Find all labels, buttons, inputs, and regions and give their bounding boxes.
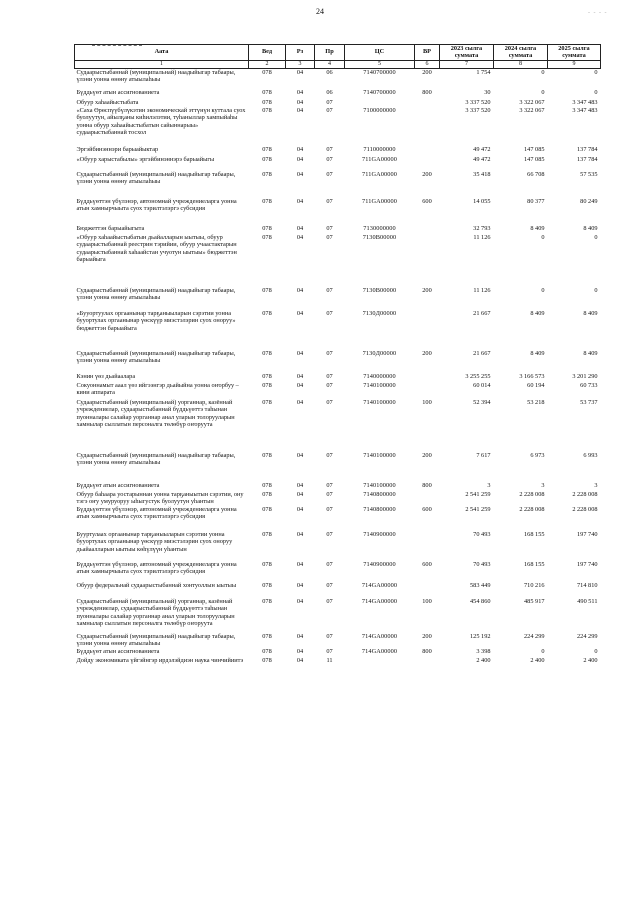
row-name: Судаарыстыбаннай (муниципальнай) наадыйыгар табаары, үлэни уонна өнөну атыылаһыы xyxy=(76,350,236,365)
row-name: Судаарыстыбаннай (муниципальнай) наадыйыгар табаары, үлэни уонна өнөну атыылаһыы xyxy=(76,452,236,467)
row-pr: 07 xyxy=(326,399,333,407)
table-row xyxy=(75,225,601,234)
row-ved: 078 xyxy=(262,68,272,76)
row-name: Кэнин үөз дьайаалара xyxy=(76,373,136,381)
row-vr xyxy=(415,657,440,671)
row-vr xyxy=(415,225,440,234)
table-row xyxy=(75,482,601,491)
row-name: Обуур федеральнай судаарыстыбаннай хонтуоллын ыытыы xyxy=(76,582,237,590)
row-rz: 04 xyxy=(296,506,304,514)
row-cs: 714GA00000 xyxy=(361,582,398,590)
col-header-pr: Пр xyxy=(315,45,345,61)
row-value-2025: 57 535 xyxy=(580,171,598,179)
table-row xyxy=(75,382,601,399)
row-rz: 04 xyxy=(296,582,304,590)
row-pr: 07 xyxy=(326,491,333,499)
row-rz: 04 xyxy=(296,561,304,569)
row-pr: 07 xyxy=(326,107,333,115)
row-pr: 11 xyxy=(326,657,333,665)
row-vr xyxy=(415,156,440,171)
row-rz: 04 xyxy=(296,399,304,407)
col-number: 6 xyxy=(415,61,440,69)
row-ved: 078 xyxy=(262,633,272,641)
row-value-2023: 32 793 xyxy=(473,225,491,233)
row-value-2023: 35 418 xyxy=(473,171,491,179)
row-ved: 078 xyxy=(262,482,272,490)
row-value-2023: 2 400 xyxy=(476,657,491,665)
col-number: 1 xyxy=(75,61,249,69)
table-row xyxy=(75,598,601,633)
row-rz: 04 xyxy=(296,531,304,539)
row-ved: 078 xyxy=(262,399,272,407)
row-value-2024: 0 xyxy=(541,89,545,97)
table-row xyxy=(75,68,601,89)
row-cs: 7140100000 xyxy=(363,382,396,390)
row-rz: 04 xyxy=(296,68,304,76)
row-rz: 04 xyxy=(296,171,304,179)
row-ved: 078 xyxy=(262,225,272,233)
row-value-2023: 70 493 xyxy=(473,561,491,569)
row-value-2023: 49 472 xyxy=(473,146,491,154)
row-value-2024: 60 194 xyxy=(527,382,545,390)
row-pr: 06 xyxy=(326,89,333,97)
table-row xyxy=(75,198,601,225)
row-vr xyxy=(415,310,440,350)
row-value-2025: 137 784 xyxy=(577,146,598,154)
row-cs: 711GA00000 xyxy=(361,198,398,206)
table-row xyxy=(75,561,601,582)
row-name: Судаарыстыбаннай (муниципальнай) наадыйыгар табаары, үлэни уонна өнөну атыылаһыы xyxy=(76,287,236,302)
row-ved: 078 xyxy=(262,373,272,381)
row-value-2025: 137 784 xyxy=(577,156,598,164)
row-value-2023: 2 541 259 xyxy=(465,506,491,514)
row-vr: 200 xyxy=(422,452,432,460)
row-rz: 04 xyxy=(296,99,304,107)
col-number: 5 xyxy=(345,61,415,69)
row-vr: 100 xyxy=(422,399,432,407)
row-value-2024: 2 228 008 xyxy=(519,491,545,499)
row-value-2025: 2 228 008 xyxy=(572,491,598,499)
row-name: Бүддьүөттэн үбүлэнэр, автономнай учреждениеларга уонна атын хамнырчыыта суох тэрилтэлэргэ субсидия xyxy=(76,561,237,576)
col-header-vr: ВР xyxy=(415,45,440,61)
row-name: «Обуур харыстабылы» эргэйбинэннэрэ барыайыгы xyxy=(76,156,215,164)
row-name: «Обуур хаһаайыстыбатын дьайалларын ыытыы, обуур судаарыстыбаннай реестрин тэрийии, обуур учаастактарын судаарыстыбаннай хаһаайстан учуотун ыытыы» бюджеттэн барыайыга xyxy=(76,234,237,263)
row-value-2024: 168 155 xyxy=(524,561,545,569)
table-row xyxy=(75,491,601,506)
col-number: 3 xyxy=(286,61,315,69)
row-value-2025: 53 737 xyxy=(580,399,598,407)
row-value-2023: 583 449 xyxy=(470,582,491,590)
row-cs: 7140100000 xyxy=(363,452,396,460)
row-pr: 07 xyxy=(326,99,333,107)
row-pr: 07 xyxy=(326,234,333,242)
row-vr: 600 xyxy=(422,506,432,514)
row-cs: 7140900000 xyxy=(363,531,396,539)
row-ved: 078 xyxy=(262,561,272,569)
row-value-2024: 66 708 xyxy=(527,171,545,179)
row-name: Бүддьүөттэн үбүлэнэр, автономнай учреждениеларга уонна атын хамнырчыыта суох тэрилтэлэргэ субсидия xyxy=(76,198,237,213)
row-ved: 078 xyxy=(262,99,272,107)
row-rz: 04 xyxy=(296,156,304,164)
row-value-2024: 0 xyxy=(541,648,545,656)
row-value-2023: 2 541 259 xyxy=(465,491,491,499)
row-name: Эргэйбинэннэри барыайыктар xyxy=(76,146,159,154)
row-value-2024: 8 409 xyxy=(530,225,545,233)
table-row xyxy=(75,648,601,657)
row-value-2025: 6 993 xyxy=(583,452,598,460)
row-value-2024: 147 085 xyxy=(524,146,545,154)
row-rz: 04 xyxy=(296,146,304,154)
col-header-cs: ЦС xyxy=(345,45,415,61)
table-row xyxy=(75,350,601,373)
row-rz: 04 xyxy=(296,491,304,499)
row-pr: 07 xyxy=(326,225,333,233)
row-cs: 7140700000 xyxy=(363,68,396,76)
row-vr: 200 xyxy=(422,171,432,179)
row-rz: 04 xyxy=(296,225,304,233)
table-row xyxy=(75,234,601,287)
row-value-2024: 0 xyxy=(541,68,545,76)
budget-table xyxy=(74,44,601,671)
row-pr: 07 xyxy=(326,198,333,206)
row-ved: 078 xyxy=(262,582,272,590)
row-pr: 07 xyxy=(326,350,333,358)
row-value-2025: 3 xyxy=(594,482,598,490)
row-pr: 07 xyxy=(326,452,333,460)
row-pr: 07 xyxy=(326,382,333,390)
col-header-ved: Вед xyxy=(249,45,286,61)
row-cs xyxy=(345,99,415,107)
row-value-2025: 3 201 290 xyxy=(572,373,598,381)
table-row xyxy=(75,171,601,198)
row-value-2024: 0 xyxy=(541,234,545,242)
row-vr: 600 xyxy=(422,561,432,569)
row-value-2023: 3 337 520 xyxy=(465,107,491,115)
row-ved: 078 xyxy=(262,234,272,242)
row-value-2024: 710 216 xyxy=(524,582,545,590)
row-cs: 7130Д00000 xyxy=(362,350,397,358)
row-value-2024: 8 409 xyxy=(530,350,545,358)
row-pr: 07 xyxy=(326,633,333,641)
row-vr: 200 xyxy=(422,350,432,358)
page-number: 24 xyxy=(316,7,324,16)
row-value-2023: 454 860 xyxy=(470,598,491,606)
row-pr: 07 xyxy=(326,482,333,490)
row-value-2023: 3 337 520 xyxy=(465,99,491,107)
row-rz: 04 xyxy=(296,287,304,295)
row-cs: 714GA00000 xyxy=(361,633,398,641)
row-pr: 07 xyxy=(326,598,333,606)
row-name: «Саха Өрөспүүбүлүкэтин экономическай эттүнүн куттала суох буолуутун, айылҕаны киһилэлэтии, туһаныллар хампыйаһы уонна обуур хаһаайыстыбатын сайыннарыы» судаарыстыбаннай тосхол xyxy=(76,107,246,136)
row-name: Обуур баһаара уостарыннан уонна тарҕаныытын сэрэтии, ону тэгэ оҥу умуруоруу ыһыгустук буолуутун уһантын xyxy=(76,491,244,506)
row-value-2023: 3 255 255 xyxy=(465,373,491,381)
row-cs: 711GA00000 xyxy=(361,171,398,179)
row-value-2025: 0 xyxy=(594,89,598,97)
row-value-2025: 3 347 483 xyxy=(572,107,598,115)
col-number: 4 xyxy=(315,61,345,69)
row-vr: 800 xyxy=(422,89,432,97)
row-vr: 200 xyxy=(422,633,432,641)
row-value-2023: 49 472 xyxy=(473,156,491,164)
row-ved: 078 xyxy=(262,171,272,179)
table-row xyxy=(75,582,601,598)
row-rz: 04 xyxy=(296,382,304,390)
row-cs: 7140000000 xyxy=(363,373,396,381)
row-cs: 7100000000 xyxy=(363,107,396,115)
row-value-2024: 147 085 xyxy=(524,156,545,164)
col-header-2024: 2024 сылга суммата xyxy=(494,45,548,61)
row-pr: 07 xyxy=(326,310,333,318)
row-vr: 800 xyxy=(422,648,432,656)
row-value-2024: 3 322 067 xyxy=(519,99,545,107)
row-value-2024: 0 xyxy=(541,287,545,295)
row-name: Обуур хаһаайыстыбата xyxy=(76,99,139,107)
row-ved: 078 xyxy=(262,506,272,514)
row-rz: 04 xyxy=(296,373,304,381)
row-rz: 04 xyxy=(296,350,304,358)
row-name: Судаарыстыбаннай (муниципальнай) наадыйыгар табаары, үлэни уонна өнөну атыылаһыы xyxy=(76,633,236,648)
row-pr: 07 xyxy=(326,287,333,295)
row-ved: 078 xyxy=(262,531,272,539)
row-value-2024: 8 409 xyxy=(530,310,545,318)
row-name: Судаарыстыбаннай (муниципальнай) наадыйыгар табаары, үлэни уонна өнөну атыылаһыы xyxy=(76,171,236,186)
row-vr xyxy=(415,146,440,156)
row-pr: 07 xyxy=(326,156,333,164)
row-rz: 04 xyxy=(296,648,304,656)
row-value-2023: 21 667 xyxy=(473,310,491,318)
col-number: 9 xyxy=(548,61,601,69)
table-row xyxy=(75,633,601,648)
table-row xyxy=(75,399,601,452)
row-value-2023: 7 617 xyxy=(476,452,491,460)
table-row xyxy=(75,310,601,350)
row-cs: 7140100000 xyxy=(363,399,396,407)
row-rz: 04 xyxy=(296,482,304,490)
row-pr: 07 xyxy=(326,648,333,656)
row-ved: 078 xyxy=(262,491,272,499)
row-cs: 7130В00000 xyxy=(362,287,397,295)
table-row xyxy=(75,99,601,107)
table-row xyxy=(75,452,601,482)
row-value-2025: 0 xyxy=(594,234,598,242)
row-pr: 07 xyxy=(326,373,333,381)
row-vr xyxy=(415,531,440,561)
row-value-2025: 3 347 483 xyxy=(572,99,598,107)
row-vr xyxy=(415,373,440,382)
row-name: Судаарыстыбаннай (муниципальнай) наадыйыгар табаары, үлэни уонна өнөну атыылаһыы xyxy=(76,68,236,83)
row-name: Дойду экономиката үйгэйнгэр ирдэлэйдиэн наука чинчийиитэ xyxy=(76,657,244,665)
table-row xyxy=(75,373,601,382)
row-value-2024: 3 322 067 xyxy=(519,107,545,115)
row-pr: 07 xyxy=(326,506,333,514)
row-vr: 100 xyxy=(422,598,432,606)
row-value-2023: 3 398 xyxy=(476,648,491,656)
row-name: Бууртулаах оргаанынар тарҕаныыларын сэрэтии уонна бууортулах оргаанынар үөскүүр миэстэлэрин суох оноруу дьайаалларын ыытыы көһүлүүн уһантын xyxy=(76,531,233,553)
row-name: Бүддьүөттэн үбүлэнэр, автономнай учреждениеларга уонна атын хамнырчыыта суох тэрилтэлэргэ субсидия xyxy=(76,506,237,521)
row-vr xyxy=(415,382,440,399)
row-cs: 7140100000 xyxy=(363,482,396,490)
row-value-2023: 70 493 xyxy=(473,531,491,539)
row-name: Сокуоннамыт ааал үөз ийгээнгэр дьайыйна уонна оҥорбуу – кини аппарата xyxy=(76,382,239,397)
row-cs: 7140800000 xyxy=(363,506,396,514)
row-value-2025: 224 299 xyxy=(577,633,598,641)
table-row xyxy=(75,657,601,671)
row-value-2024: 80 377 xyxy=(527,198,545,206)
row-name: Бүддьүөт атын ассигнованиета xyxy=(76,89,160,97)
row-ved: 078 xyxy=(262,452,272,460)
row-rz: 04 xyxy=(296,633,304,641)
col-header-rz: Рз xyxy=(286,45,315,61)
table-row xyxy=(75,531,601,561)
row-vr xyxy=(415,234,440,287)
row-value-2025: 2 400 xyxy=(583,657,598,665)
row-cs: 7130000000 xyxy=(363,225,396,233)
row-value-2025: 8 409 xyxy=(583,310,598,318)
col-number: 2 xyxy=(249,61,286,69)
corner-mark: - - - - xyxy=(588,10,608,16)
row-pr: 07 xyxy=(326,582,333,590)
row-vr xyxy=(415,582,440,598)
row-value-2024: 2 400 xyxy=(530,657,545,665)
row-cs: 711GA00000 xyxy=(361,156,398,164)
row-cs: 7130В00000 xyxy=(362,234,397,242)
col-header-2023: 2023 сылга суммата xyxy=(440,45,494,61)
row-rz: 04 xyxy=(296,657,304,665)
table-row xyxy=(75,107,601,146)
row-value-2023: 3 xyxy=(487,482,491,490)
table-row xyxy=(75,287,601,310)
row-name: Судаарыстыбаннай (муниципальнай) уорганнар, казённай учреждениелар, судаарыстыбаннай бүддьүөттэ таһынан пуонналары салайар уорганнар анал уларын толорууларын хамнылар сыллатын персоналга төлөбүр оҥоруута xyxy=(76,399,235,428)
row-value-2024: 3 166 573 xyxy=(519,373,545,381)
row-name: Бюджеттэн барыайыгыта xyxy=(76,225,145,233)
row-vr: 800 xyxy=(422,482,432,490)
row-value-2025: 0 xyxy=(594,648,598,656)
row-ved: 078 xyxy=(262,598,272,606)
row-cs: 7130Д00000 xyxy=(362,310,397,318)
row-vr xyxy=(415,491,440,506)
row-ved: 078 xyxy=(262,648,272,656)
row-name: Судаарыстыбаннай (муниципальнай) уорганнар, казённай учреждениелар, судаарыстыбаннай бүддьүөттэ таһынан пуонналары салайар уорганнар анал уларын толорууларын хамнылар сыллатын персоналга төлөбүр оҥоруута xyxy=(76,598,235,627)
col-header-2025: 2025 сылга суммата xyxy=(548,45,601,61)
row-ved: 078 xyxy=(262,310,272,318)
row-value-2023: 11 126 xyxy=(473,287,491,295)
row-ved: 078 xyxy=(262,657,272,665)
row-ved: 078 xyxy=(262,198,272,206)
row-rz: 04 xyxy=(296,89,304,97)
row-cs xyxy=(345,657,415,671)
row-ved: 078 xyxy=(262,146,272,154)
row-value-2023: 14 055 xyxy=(473,198,491,206)
row-ved: 078 xyxy=(262,382,272,390)
row-rz: 04 xyxy=(296,234,304,242)
row-value-2025: 714 810 xyxy=(577,582,598,590)
row-rz: 04 xyxy=(296,198,304,206)
row-value-2023: 52 394 xyxy=(473,399,491,407)
row-value-2024: 224 299 xyxy=(524,633,545,641)
row-cs: 714GA00000 xyxy=(361,598,398,606)
row-value-2025: 490 511 xyxy=(577,598,598,606)
row-value-2024: 53 218 xyxy=(527,399,545,407)
row-name: «Бууортуулах оргаанынар тарҕаныыларын сэрэтии уонна бууортулах оргаанынар үөскүүр миэстэлэрин суох оноруу» бюджеттэн барыайыга xyxy=(76,310,236,332)
row-vr: 600 xyxy=(422,198,432,206)
row-ved: 078 xyxy=(262,156,272,164)
row-rz: 04 xyxy=(296,452,304,460)
row-value-2025: 8 409 xyxy=(583,350,598,358)
row-value-2025: 60 733 xyxy=(580,382,598,390)
row-cs: 7140700000 xyxy=(363,89,396,97)
table-row xyxy=(75,89,601,99)
row-pr: 07 xyxy=(326,146,333,154)
row-name: Бүддьүөт атын ассигнованиета xyxy=(76,648,160,656)
row-pr: 07 xyxy=(326,531,333,539)
col-number: 7 xyxy=(440,61,494,69)
table-row xyxy=(75,146,601,156)
row-ved: 078 xyxy=(262,107,272,115)
row-value-2025: 2 228 008 xyxy=(572,506,598,514)
row-value-2024: 3 xyxy=(541,482,545,490)
header-row xyxy=(75,45,601,61)
row-cs: 7110000000 xyxy=(363,146,396,154)
row-cs: 7140800000 xyxy=(363,491,396,499)
row-cs: 714GA00000 xyxy=(361,648,398,656)
row-value-2023: 60 014 xyxy=(473,382,491,390)
row-value-2025: 8 409 xyxy=(583,225,598,233)
row-rz: 04 xyxy=(296,598,304,606)
row-value-2025: 0 xyxy=(594,287,598,295)
column-number-row xyxy=(75,61,601,69)
row-value-2024: 6 973 xyxy=(530,452,545,460)
table-row xyxy=(75,506,601,531)
table-row xyxy=(75,156,601,171)
row-value-2023: 1 754 xyxy=(476,68,491,76)
row-value-2024: 168 155 xyxy=(524,531,545,539)
row-name: Бүддьүөт атын ассигнованиета xyxy=(76,482,160,490)
row-vr xyxy=(415,99,440,107)
row-pr: 06 xyxy=(326,68,333,76)
row-ved: 078 xyxy=(262,89,272,97)
row-ved: 078 xyxy=(262,350,272,358)
row-value-2023: 125 192 xyxy=(470,633,491,641)
row-pr: 07 xyxy=(326,561,333,569)
row-value-2024: 2 228 008 xyxy=(519,506,545,514)
col-header-name: Аата xyxy=(75,45,249,61)
row-ved: 078 xyxy=(262,287,272,295)
row-vr xyxy=(415,107,440,146)
row-vr: 200 xyxy=(422,287,432,295)
row-vr: 200 xyxy=(422,68,432,76)
row-rz: 04 xyxy=(296,310,304,318)
row-value-2023: 11 126 xyxy=(473,234,491,242)
row-cs: 7140900000 xyxy=(363,561,396,569)
row-value-2023: 21 667 xyxy=(473,350,491,358)
row-value-2023: 30 xyxy=(484,89,491,97)
row-rz: 04 xyxy=(296,107,304,115)
row-value-2025: 0 xyxy=(594,68,598,76)
row-value-2025: 197 740 xyxy=(577,561,598,569)
col-number: 8 xyxy=(494,61,548,69)
row-value-2025: 197 740 xyxy=(577,531,598,539)
row-value-2024: 485 917 xyxy=(524,598,545,606)
row-value-2025: 80 249 xyxy=(580,198,598,206)
row-pr: 07 xyxy=(326,171,333,179)
